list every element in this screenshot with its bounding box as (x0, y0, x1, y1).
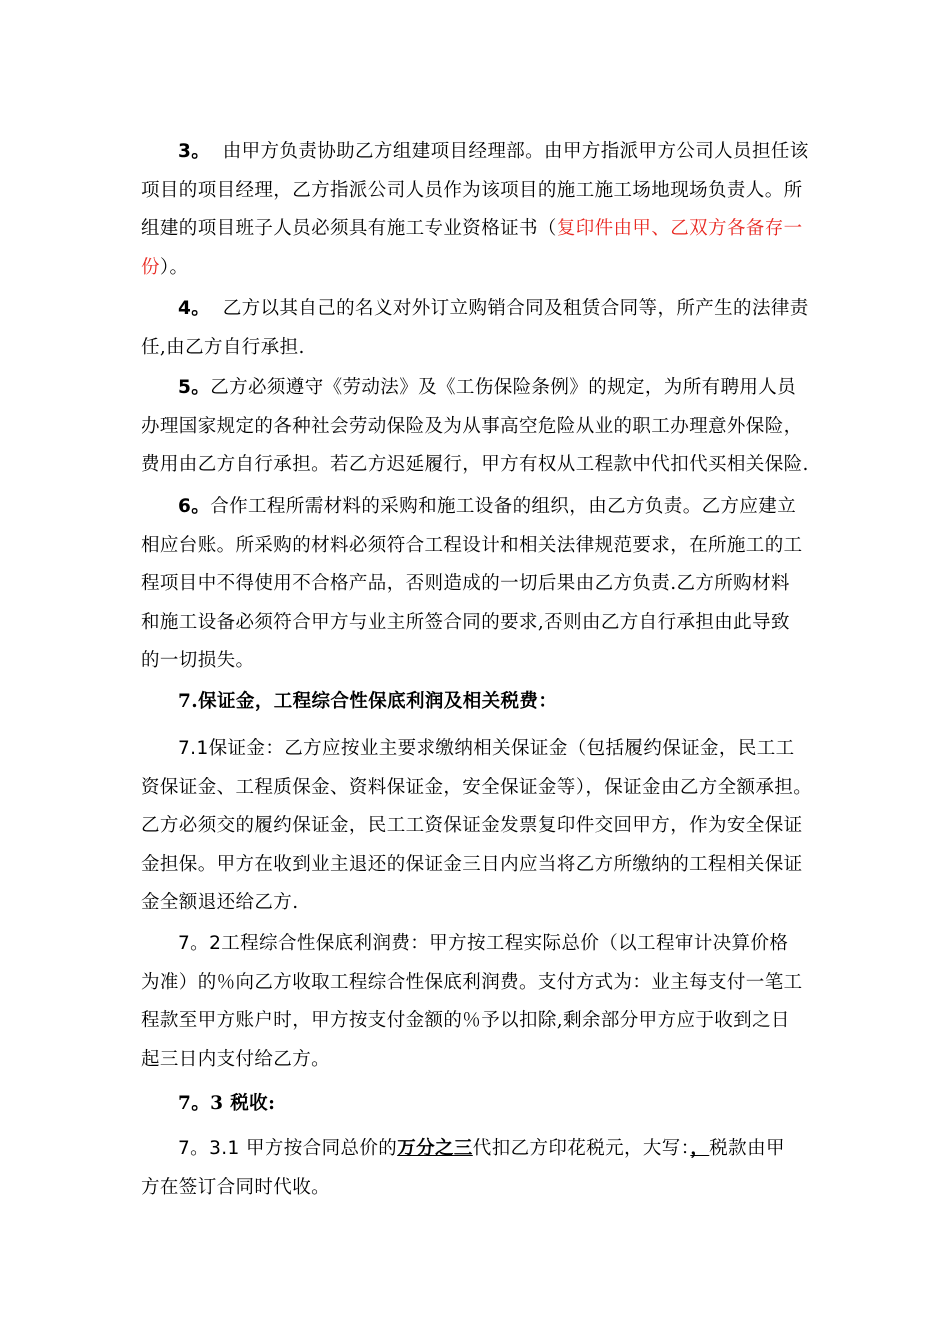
clause-4-number: 4。 (178, 298, 211, 319)
clause-3-line-4: 份）。 (141, 256, 189, 278)
clause-7-2-line-4: 起三日内支付给乙方。 (141, 1048, 331, 1070)
amount-blank: ， (690, 1138, 710, 1159)
clause-7-1-line-4: 金担保。甲方在收到业主退还的保证金三日内应当将乙方所缴纳的工程相关保证 (141, 853, 803, 875)
clause-6-line-2: 相应台账。所采购的材料必须符合工程设计和相关法律规范要求，在所施工的工 (141, 534, 803, 556)
clause-3 (141, 133, 825, 287)
clause-3-line-2: 项目的项目经理，乙方指派公司人员作为该项目的施工施工场地现场负责人。所 (141, 179, 803, 201)
clause-7-3-1-line-1: 7。3.1 甲方按合同总价的万分之三代扣乙方印花税元，大写：，税款由甲 (178, 1138, 785, 1159)
clause-4-line-2: 任,由乙方自行承担. (141, 336, 305, 358)
stamp-duty-rate: 万分之三 (397, 1138, 473, 1159)
clause-7-2-line-1: 7。2工程综合性保底利润费：甲方按工程实际总价（以工程审计决算价格 (178, 933, 789, 954)
clause-6-line-3: 程项目中不得使用不合格产品，否则造成的一切后果由乙方负责.乙方所购材料 (141, 573, 790, 594)
clause-4 (141, 290, 825, 367)
clause-5-line-1: 5。乙方必须遵守《劳动法》及《工伤保险条例》的规定，为所有聘用人员 (178, 377, 797, 398)
clause-7-2 (141, 925, 825, 1079)
clause-7-1-line-2: 资保证金、工程质保金、资料保证金，安全保证金等），保证金由乙方全额承担。 (141, 776, 813, 798)
clause-7-1 (141, 730, 825, 923)
clause-7-heading (141, 683, 825, 722)
clause-7-3-1 (141, 1130, 825, 1207)
clause-6-number: 6。 (178, 496, 211, 517)
clause-7-1-line-5: 金全额退还给乙方. (141, 892, 299, 913)
clause-3-line-1: 3。 由甲方负责协助乙方组建项目经理部。由甲方指派甲方公司人员担任该 (178, 141, 809, 162)
clause-3-line-3: 组建的项目班子人员必须具有施工专业资格证书（复印件由甲、乙双方各备存一 (141, 218, 803, 239)
section-7-3-title: 7。3 税收: (178, 1093, 276, 1114)
section-7-title: 7.保证金，工程综合性保底利润及相关税费： (178, 691, 558, 712)
clause-5-line-2: 办理国家规定的各种社会劳动保险及为从事高空危险从业的职工办理意外保险， (141, 415, 803, 437)
clause-4-line-1: 4。 乙方以其自己的名义对外订立购销合同及租赁合同等，所产生的法律责 (178, 298, 809, 319)
clause-7-1-number: 7.1 (178, 738, 209, 759)
clause-6-line-4: 和施工设备必须符合甲方与业主所签合同的要求,否则由乙方自行承担由此导致 (141, 611, 790, 633)
clause-5-line-3: 费用由乙方自行承担。若乙方迟延履行，甲方有权从工程款中代扣代买相关保险. (141, 454, 809, 475)
clause-7-2-number: 7。2 (178, 933, 222, 954)
clause-7-3-1-number: 7。3.1 (178, 1138, 240, 1159)
clause-6 (141, 488, 825, 681)
clause-7-2-line-3: 程款至甲方账户时，甲方按支付金额的％予以扣除,剩余部分甲方应于收到之日 (141, 1010, 790, 1031)
clause-3-red-note-end: 份 (141, 256, 160, 278)
clause-3-number: 3。 (178, 141, 211, 162)
clause-7-1-line-3: 乙方必须交的履约保证金，民工工资保证金发票复印件交回甲方，作为安全保证 (141, 815, 803, 836)
clause-5 (141, 369, 825, 485)
clause-7-1-line-1: 7.1保证金：乙方应按业主要求缴纳相关保证金（包括履约保证金，民工工 (178, 738, 795, 759)
clause-7-2-line-2: 为准）的％向乙方收取工程综合性保底利润费。支付方式为：业主每支付一笔工 (141, 971, 803, 993)
clause-5-number: 5。 (178, 377, 211, 398)
clause-3-red-note: 复印件由甲、乙双方各备存一 (556, 218, 803, 239)
clause-7-3-1-line-2: 方在签订合同时代收。 (141, 1176, 331, 1198)
clause-6-line-5: 的一切损失。 (141, 650, 255, 671)
clause-6-line-1: 6。合作工程所需材料的采购和施工设备的组织，由乙方负责。乙方应建立 (178, 496, 797, 517)
clause-7-3-heading (141, 1085, 825, 1124)
